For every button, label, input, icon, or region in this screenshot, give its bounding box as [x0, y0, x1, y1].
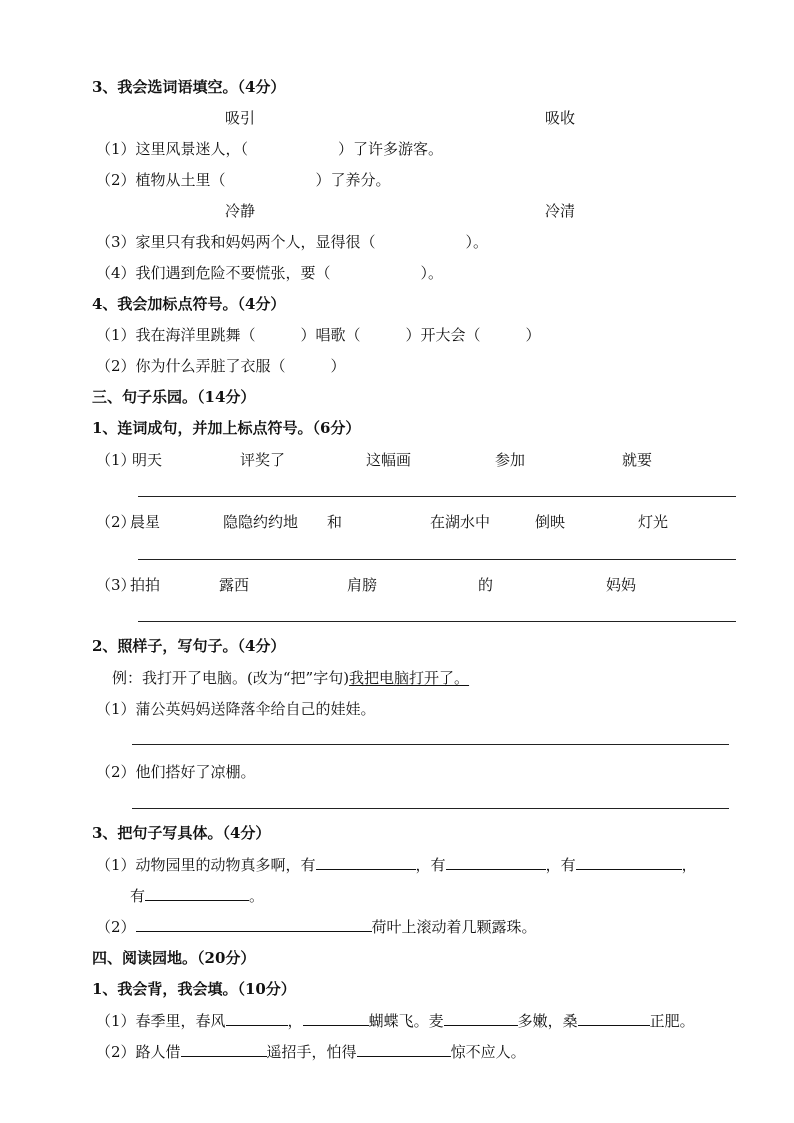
blank-field[interactable]: [181, 1042, 267, 1057]
punct-item-1: （1）我在海洋里跳舞（ ）唱歌（ ）开大会（ ）: [96, 326, 541, 344]
blank-field[interactable]: [576, 855, 682, 870]
answer-line: [138, 621, 736, 622]
detail-text: ，有: [545, 856, 576, 874]
recite-text: （2）路人借: [96, 1043, 181, 1061]
recite-text: 遥招手，怕得: [266, 1043, 357, 1061]
recite-text: 正肥。: [649, 1012, 695, 1030]
s3-q3-header: 3、把句子写具体。（4分）: [92, 824, 271, 842]
word-card: 倒映: [535, 513, 566, 531]
detail-text: ，有: [415, 856, 446, 874]
blank-field[interactable]: [226, 1011, 288, 1026]
s3-q2-header: 2、照样子，写句子。（4分）: [92, 637, 286, 655]
word-card: 就要: [622, 451, 653, 469]
q3-fill-header: 3、我会选词语填空。（4分）: [92, 78, 286, 96]
fill-item-1: （1）这里风景迷人，（ ）了许多游客。: [96, 140, 444, 158]
s4-q1-header: 1、我会背，我会填。（10分）: [92, 980, 296, 998]
detail-item-1-cont: [130, 886, 264, 906]
q4-punct-header: 4、我会加标点符号。（4分）: [92, 295, 286, 313]
detail-item-2: [96, 917, 537, 937]
detail-text: 有: [130, 887, 146, 905]
blank-field[interactable]: [578, 1011, 650, 1026]
rewrite-item-1: （1）蒲公英妈妈送降落伞给自己的娃娃。: [96, 700, 376, 718]
recite-text: （1）春季里，春风: [96, 1012, 226, 1030]
answer-line: [138, 496, 736, 497]
blank-field[interactable]: [316, 855, 416, 870]
word-card: 的: [478, 576, 494, 594]
word-card: 这幅画: [366, 451, 412, 469]
punct-item-2: （2）你为什么弄脏了衣服（ ）: [96, 357, 346, 375]
blank-field[interactable]: [145, 886, 249, 901]
answer-line: [138, 559, 736, 560]
rewrite-item-2: （2）他们搭好了凉棚。: [96, 763, 256, 781]
row-number: （2）: [96, 513, 136, 531]
example-answer: 我把电脑打开了。: [349, 669, 470, 687]
word-card: 明天: [132, 451, 163, 469]
word-card: 拍拍: [130, 576, 161, 594]
fill-item-3: （3）家里只有我和妈妈两个人，显得很（ ）。: [96, 233, 489, 251]
example-line: [112, 668, 469, 688]
word-option: 吸收: [545, 109, 576, 127]
detail-text: （2）: [96, 918, 136, 936]
detail-text: 。: [249, 887, 265, 905]
example-prefix: 例：我打开了电脑。(改为“把”字句): [112, 669, 350, 687]
blank-field[interactable]: [357, 1042, 451, 1057]
s3-q1-header: 1、连词成句，并加上标点符号。（6分）: [92, 419, 361, 437]
fill-item-2: （2）植物从土里（ ）了养分。: [96, 171, 391, 189]
blank-field[interactable]: [444, 1011, 518, 1026]
recite-item-2: [96, 1042, 526, 1062]
recite-text: 蝴蝶飞。麦: [368, 1012, 444, 1030]
word-option: 冷静: [225, 202, 256, 220]
blank-field[interactable]: [446, 855, 546, 870]
word-card: 露西: [219, 576, 250, 594]
section4-header: 四、阅读园地。（20分）: [92, 949, 256, 967]
word-card: 评奖了: [240, 451, 286, 469]
row-number: （3）: [96, 576, 136, 594]
recite-item-1: [96, 1011, 695, 1031]
word-option: 吸引: [225, 109, 256, 127]
word-card: 晨星: [130, 513, 161, 531]
word-card: 参加: [495, 451, 526, 469]
word-card: 灯光: [638, 513, 669, 531]
recite-text: ，: [287, 1012, 303, 1030]
word-card: 隐隐约约地: [223, 513, 299, 531]
blank-field[interactable]: [303, 1011, 369, 1026]
recite-text: 惊不应人。: [450, 1043, 526, 1061]
word-card: 肩膀: [347, 576, 378, 594]
word-card: 和: [327, 513, 343, 531]
section3-header: 三、句子乐园。（14分）: [92, 388, 256, 406]
answer-line: [132, 744, 729, 745]
row-number: （1）: [96, 451, 136, 469]
detail-text: ，: [681, 856, 697, 874]
blank-field[interactable]: [136, 917, 372, 932]
recite-text: 多嫩，桑: [517, 1012, 578, 1030]
fill-item-4: （4）我们遇到危险不要慌张，要（ ）。: [96, 264, 444, 282]
answer-line: [132, 808, 729, 809]
detail-text: （1）动物园里的动物真多啊，有: [96, 856, 316, 874]
detail-item-1: [96, 855, 697, 875]
word-option: 冷清: [545, 202, 576, 220]
detail-text: 荷叶上滚动着几颗露珠。: [371, 918, 537, 936]
word-card: 在湖水中: [430, 513, 491, 531]
word-card: 妈妈: [606, 576, 637, 594]
